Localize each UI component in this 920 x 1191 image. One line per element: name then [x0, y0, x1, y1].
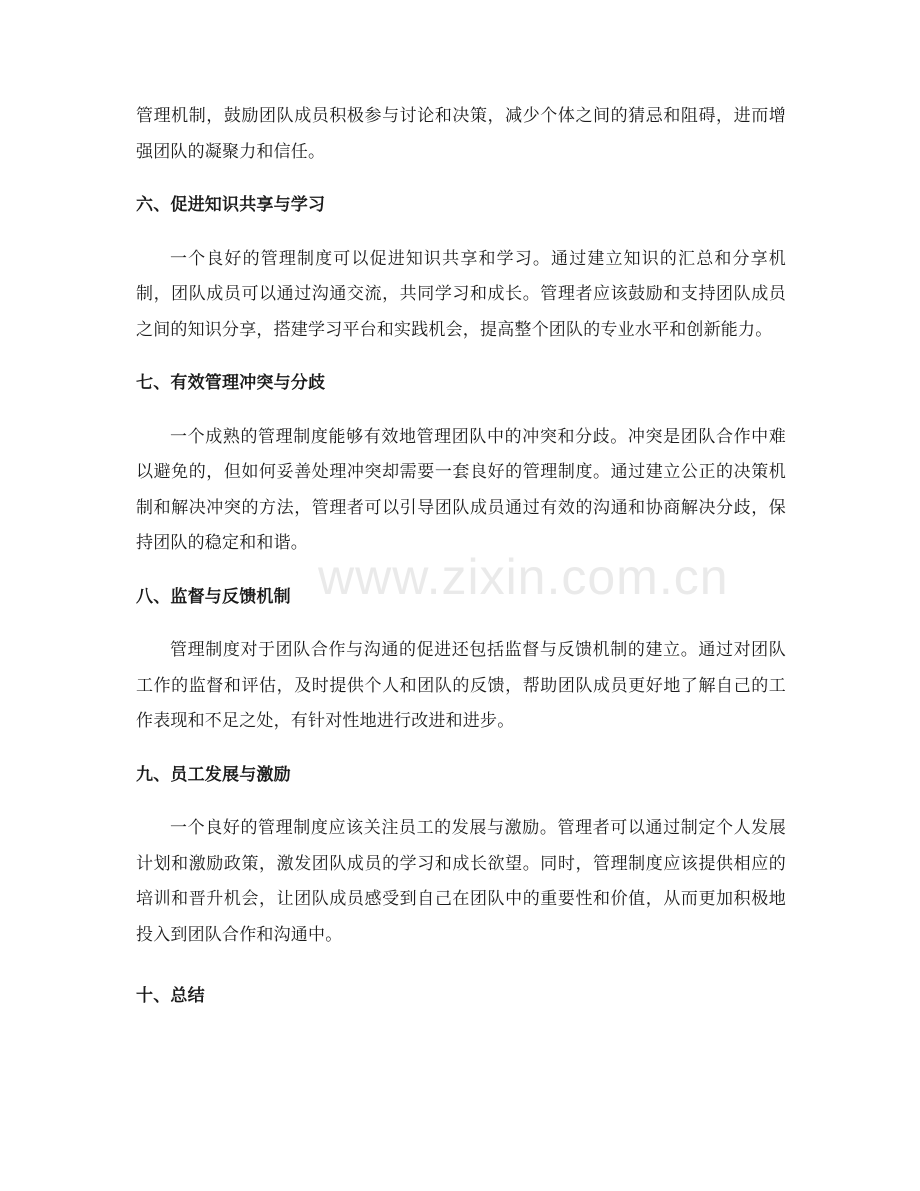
section-body-9: 一个良好的管理制度应该关注员工的发展与激励。管理者可以通过制定个人发展计划和激励政策，激发团队成员的学习和成长欲望。同时，管理制度应该提供相应的培训和晋升机会，让团队成员感受到自己在团队中的重要性和价值，从而更加积极地投入到团队合作和沟通中。 — [136, 818, 786, 945]
section-heading-9: 九、员工发展与激励 — [136, 764, 291, 785]
section-body-6: 一个良好的管理制度可以促进知识共享和学习。通过建立知识的汇总和分享机制，团队成员可以通过沟通交流，共同学习和成长。管理者应该鼓励和支持团队成员之间的知识分享，搭建学习平台和实践机会，提高整个团队的专业水平和创新能力。 — [136, 248, 786, 340]
section-heading-10: 十、总结 — [136, 986, 205, 1006]
watermark-text: www.zixin.com.cn — [318, 549, 729, 605]
intro-paragraph: 管理机制，鼓励团队成员积极参与讨论和决策，减少个体之间的猜忌和阻碍，进而增强团队的凝聚力和信任。 — [136, 106, 786, 162]
section-heading-6: 六、促进知识共享与学习 — [136, 195, 326, 215]
section-body-7: 一个成熟的管理制度能够有效地管理团队中的冲突和分歧。冲突是团队合作中难以避免的，但如何妥善处理冲突却需要一套良好的管理制度。通过建立公正的决策机制和解决冲突的方法，管理者可以引导团队成员通过有效的沟通和协商解决分歧，保持团队的稳定和和谐。 — [136, 426, 786, 553]
document-body — [136, 99, 786, 1015]
section-body-8: 管理制度对于团队合作与沟通的促进还包括监督与反馈机制的建立。通过对团队工作的监督和评估，及时提供个人和团队的反馈，帮助团队成员更好地了解自己的工作表现和不足之处，有针对性地进行改进和进步。 — [136, 640, 786, 731]
section-heading-7: 七、有效管理冲突与分歧 — [136, 373, 326, 393]
section-heading-8: 八、监督与反馈机制 — [136, 586, 291, 607]
